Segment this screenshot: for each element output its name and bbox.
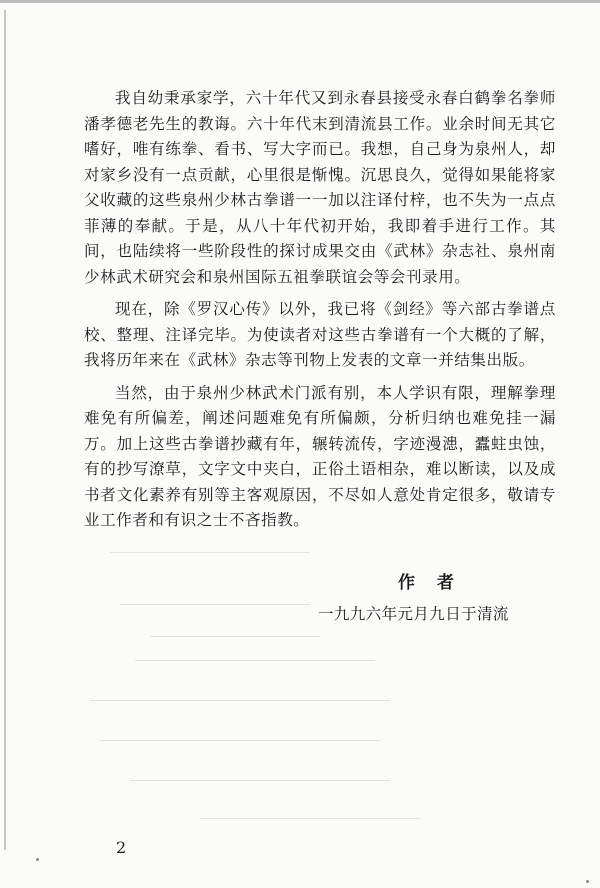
body-text [84, 86, 556, 534]
left-margin-rule [4, 10, 6, 850]
paragraph-2: 现在，除《罗汉心传》以外，我已将《剑经》等六部古拳谱点校、整理、注译完毕。为使读者对这些古拳谱有一个大概的了解，我将历年来在《武林》杂志等刊物上发表的文章一并结集出版。 [84, 300, 556, 369]
bleed-through-mark [90, 700, 390, 701]
page-number: 2 [116, 838, 127, 857]
bleed-through-mark [100, 740, 380, 741]
scan-speck [586, 880, 589, 883]
bleed-through-mark [135, 660, 375, 661]
bleed-through-mark [200, 818, 420, 819]
bleed-through-mark [110, 552, 310, 553]
date-line: 一九九六年元月九日于清流 [318, 605, 509, 623]
author-signature: 作 者 [398, 573, 462, 593]
bleed-through-mark [120, 604, 310, 605]
paragraph-1: 我自幼秉承家学，六十年代又到永春县接受永春白鹤拳名拳师潘孝德老先生的教诲。六十年代末到清流县工作。业余时间无其它嗜好，唯有练拳、看书、写大字而已。我想，自己身为泉州人，却对家乡没有一点贡献，心里很是惭愧。沉思良久，觉得如果能将家父收藏的这些泉州少林古拳谱一一加以注译付梓，也不失为一点点菲薄的奉献。于是，从八十年代初开始，我即着手进行工作。其间，也陆续将一些阶段性的探讨成果交由《武林》杂志社、泉州南少林武术研究会和泉州国际五祖拳联谊会等会刊录用。 [84, 89, 556, 286]
paragraph-3: 当然，由于泉州少林武术门派有别，本人学识有限，理解拳理难免有所偏差，阐述问题难免有所偏颇，分析归纳也难免挂一漏万。加上这些古拳谱抄藏有年，辗转流传，字迹漫漶，蠹蛀虫蚀，有的抄写潦草，文字文中夹白，正俗土语相杂，难以断读，以及成书者文化素养有别等主客观原因，不尽如人意处肯定很多，敬请专业工作者和有识之士不吝指教。 [84, 383, 556, 529]
top-edge-rule [0, 0, 600, 3]
scan-speck [36, 858, 39, 861]
bleed-through-mark [150, 636, 320, 637]
bleed-through-mark [130, 780, 390, 781]
